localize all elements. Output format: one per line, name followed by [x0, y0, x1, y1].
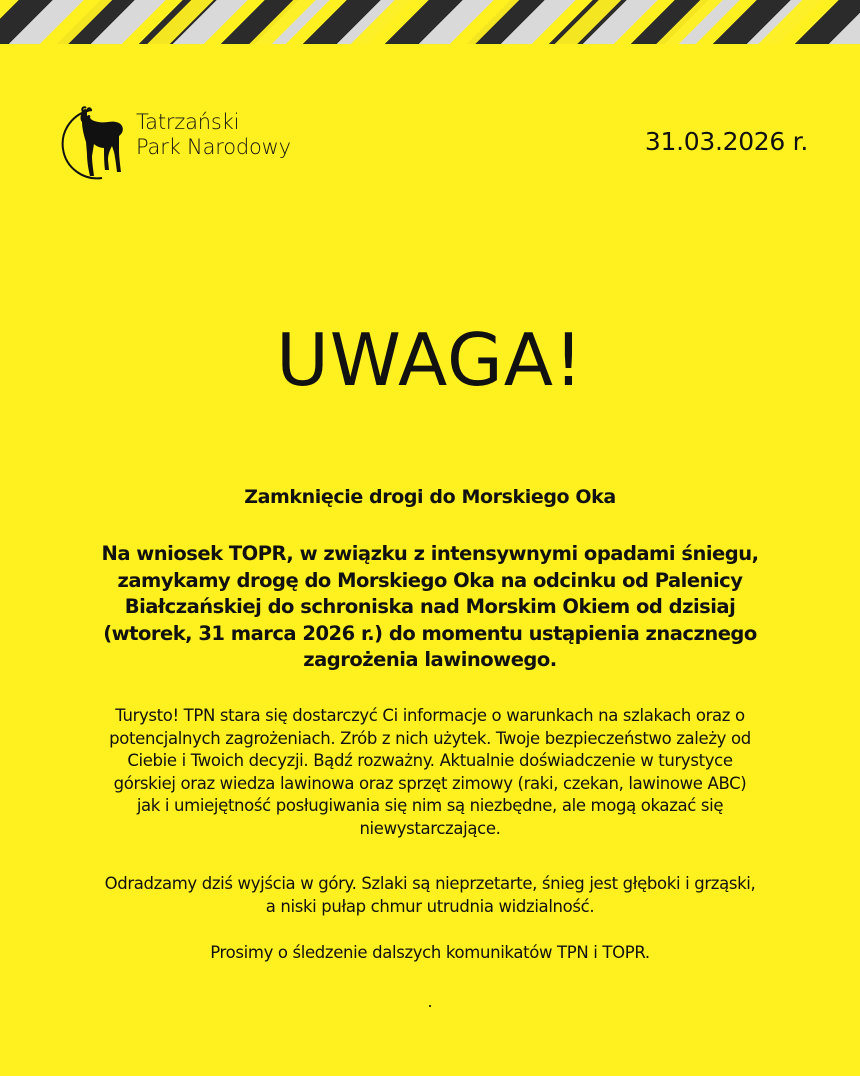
paragraph-line: Prosimy o śledzenie dalszych komunikatów TPN i TOPR. [210, 943, 650, 962]
announcement-date: 31.03.2026 r. [644, 127, 808, 156]
logo-line-2: Park Narodowy [136, 135, 291, 159]
paragraph-line: potencjalnych zagrożeniach. Zrób z nich użytek. Twoje bezpieczeństwo zależy od [109, 728, 751, 748]
safety-paragraph [40, 705, 820, 841]
conditions-paragraph [40, 873, 820, 918]
logo-line-1: Tatrzański [136, 110, 240, 134]
announcement-subtitle: Zamknięcie drogi do Morskiego Oka [244, 486, 616, 508]
paragraph-line: Odradzamy dziś wyjścia w góry. Szlaki są nieprzetarte, śnieg jest głęboki i grząski, [104, 874, 756, 893]
lead-paragraph [80, 541, 780, 674]
logo-wordmark [136, 110, 291, 160]
paragraph-line: Turysto! TPN stara się dostarczyć Ci informacje o warunkach na szlakach oraz o [115, 706, 745, 725]
hazard-stripe-banner [0, 0, 860, 44]
paragraph-line: niewystarczające. [359, 818, 501, 838]
paragraph-line: a niski pułap chmur utrudnia widzialność. [265, 896, 595, 916]
tpn-logo [56, 106, 316, 182]
follow-updates-paragraph [40, 942, 820, 965]
lead-line: zagrożenia lawinowego. [303, 648, 557, 671]
paragraph-line: górskiej oraz wiedza lawinowa oraz sprzęt zimowy (raki, czekan, lawinowe ABC) [113, 773, 747, 793]
paragraph-line: jak i umiejętność posługiwania się nim są niezbędne, ale mogą okazać się [136, 796, 724, 816]
lead-line: (wtorek, 31 marca 2026 r.) do momentu ustąpienia znacznego [103, 621, 757, 645]
lead-line: Na wniosek TOPR, w związku z intensywnymi opadami śniegu, [101, 542, 759, 565]
lead-line: zamykamy drogę do Morskiego Oka na odcinku od Palenicy [117, 568, 743, 592]
headline: UWAGA! [276, 318, 584, 402]
lead-line: Białczańskiej do schroniska nad Morskim Okiem od dzisiaj [124, 595, 736, 618]
trailing-dot: . [427, 992, 433, 1011]
chamois-in-circle-icon [56, 106, 136, 182]
paragraph-line: Ciebie i Twoich decyzji. Bądź rozważny. Aktualnie doświadczenie w turystyce [127, 751, 733, 771]
